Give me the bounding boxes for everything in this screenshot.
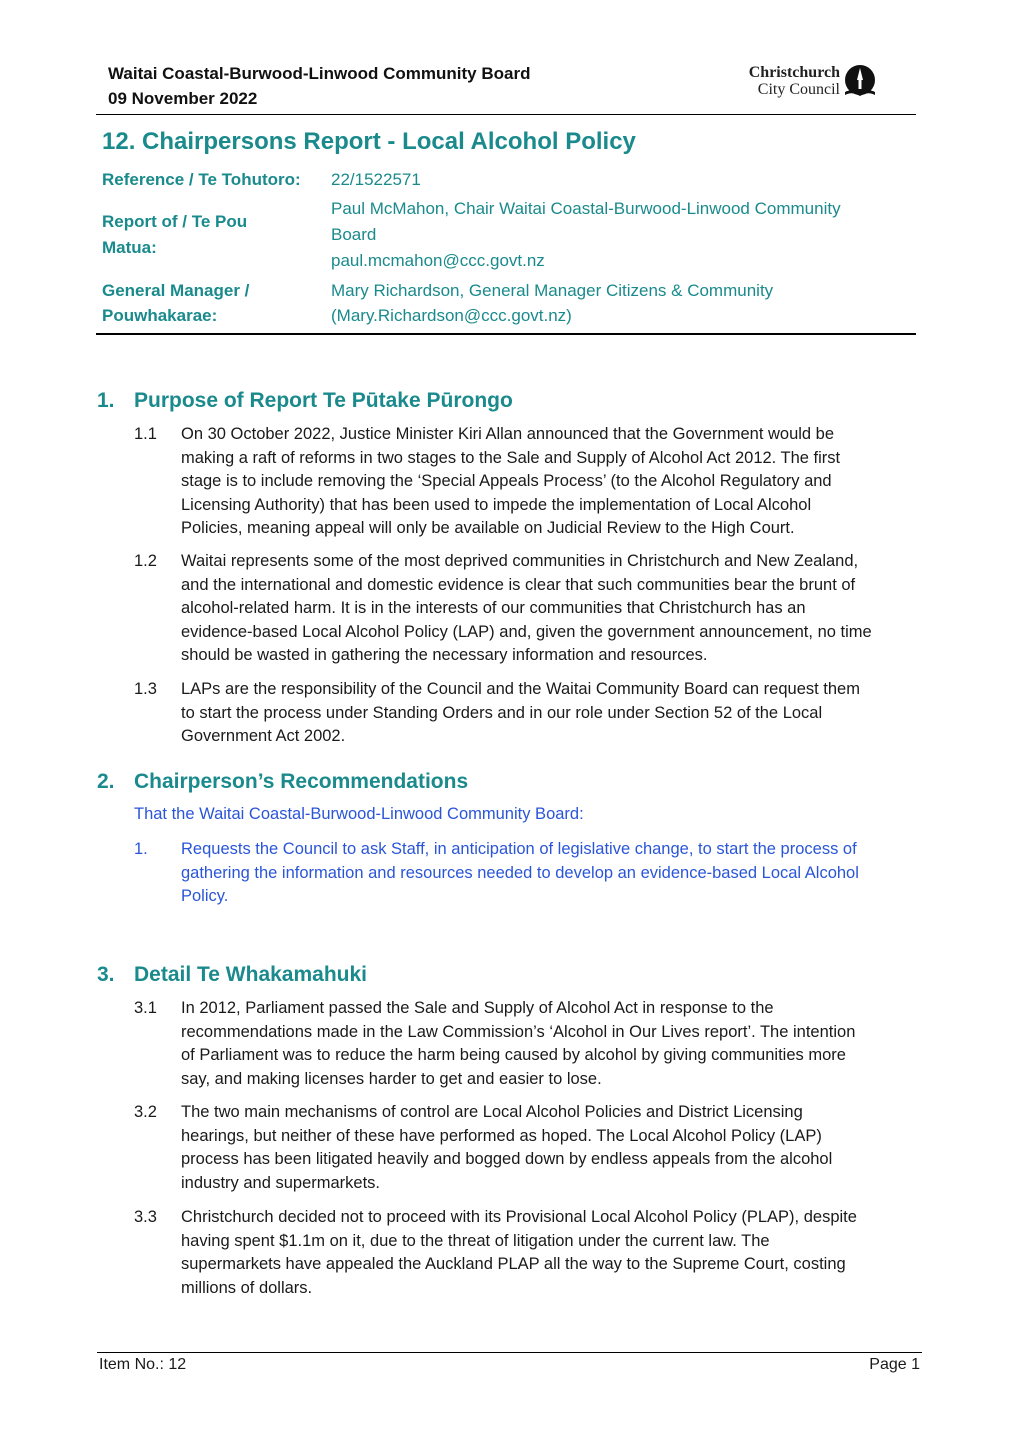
section-heading-detail [97, 963, 367, 987]
reference-value: 22/1522571 [331, 170, 421, 189]
report-of-value-line1: Paul McMahon, Chair Waitai Coastal-Burwood-Linwood Community [331, 199, 841, 218]
page-number: Page 1 [869, 1356, 920, 1373]
text-line: hearings, but neither of these have performed as hoped. The Local Alcohol Policy (LAP) [181, 1126, 822, 1145]
gm-value-line1: Mary Richardson, General Manager Citizens & Community [331, 281, 774, 300]
section-heading-recommendations [97, 770, 468, 794]
text-line: recommendations made in the Law Commission’s ‘Alcohol in Our Lives report’. The intention [181, 1022, 856, 1041]
text-line: Waitai represents some of the most deprived communities in Christchurch and New Zealand, [181, 552, 859, 570]
paragraph-number: 3.3 [134, 1208, 157, 1226]
text-line: gathering the information and resources needed to develop an evidence-based Local Alcohol [181, 863, 859, 882]
report-title: 12. Chairpersons Report - Local Alcohol Policy [102, 128, 636, 155]
text-line: making a raft of reforms in two stages to the Sale and Supply of Alcohol Act 2012. The first [181, 448, 841, 467]
section-title: Detail Te Whakamahuki [134, 963, 368, 986]
section-number: 3. [97, 963, 115, 986]
text-line: millions of dollars. [181, 1278, 313, 1297]
section-heading-purpose [97, 389, 513, 413]
section-title: Chairperson’s Recommendations [134, 770, 469, 793]
text-line: alcohol-related harm. It is in the interests of our communities that Christchurch has an [181, 599, 806, 618]
text-line: Licensing Authority) that has been used to impede the implementation of Local Alcohol [181, 495, 812, 514]
reference-label: Reference / Te Tohutoro: [102, 170, 301, 189]
text-line: evidence-based Local Alcohol Policy (LAP) and, given the government announcement, no time [181, 622, 872, 641]
paragraph-number: 1.2 [134, 552, 157, 570]
council-logo [738, 62, 898, 102]
paragraph-1-3 [134, 678, 919, 750]
section-number: 2. [97, 770, 115, 793]
text-line: Government Act 2002. [181, 727, 346, 746]
text-line: Policy. [181, 887, 229, 906]
paragraph-number: 3.2 [134, 1103, 157, 1121]
paragraph-text [181, 997, 921, 1091]
text-line: say, and making licenses harder to get and easier to lose. [181, 1069, 602, 1088]
text-line: should be wasted in gathering the necessary information and resources. [181, 646, 708, 665]
text-line: Policies, meaning appeal will only be available on Judicial Review to the High Court. [181, 519, 795, 538]
recommendation-intro: That the Waitai Coastal-Burwood-Linwood Community Board: [134, 805, 584, 823]
text-line: LAPs are the responsibility of the Council and the Waitai Community Board can request them [181, 680, 860, 698]
report-of-email: paul.mcmahon@ccc.govt.nz [331, 251, 545, 270]
cathedral-logo-icon [842, 64, 878, 100]
text-line: having spent $1.1m on it, due to the threat of litigation under the current law. The [181, 1231, 770, 1250]
text-line: Christchurch decided not to proceed with its Provisional Local Alcohol Policy (PLAP), despite [181, 1208, 857, 1226]
board-name: Waitai Coastal-Burwood-Linwood Community Board [108, 64, 531, 83]
paragraph-text [181, 1206, 921, 1300]
text-line: process has been litigated heavily and bogged down by endless appeals from the alcohol [181, 1150, 833, 1169]
section-title: Purpose of Report Te Pūtake Pūrongo [134, 389, 513, 412]
text-line: stage is to include removing the ‘Special Appeals Process’ (to the Alcohol Regulatory and [181, 472, 832, 491]
paragraph-text [181, 423, 921, 541]
paragraph-number: 1.3 [134, 680, 157, 698]
paragraph-3-1 [134, 997, 919, 1093]
item-number: Item No.: 12 [99, 1356, 187, 1373]
section-number: 1. [97, 389, 115, 412]
gm-label-line2: Pouwhakarae: [102, 306, 218, 325]
text-line: of Parliament was to reduce the harm being caused by alcohol by giving communities more [181, 1046, 846, 1065]
paragraph-1-2 [134, 550, 919, 670]
page-header [96, 60, 916, 115]
report-of-label-line1: Report of / Te Pou [102, 212, 248, 231]
paragraph-3-2 [134, 1101, 919, 1197]
paragraph-1-1 [134, 423, 919, 543]
text-line: and the international and domestic evidence is clear that such communities bear the brunt of [181, 575, 856, 594]
paragraph-text [181, 678, 921, 749]
paragraph-number: 1.1 [134, 425, 157, 443]
text-line: supermarkets have appealed the Auckland PLAP all the way to the Supreme Court, costing [181, 1255, 846, 1274]
report-of-label-line2: Matua: [102, 238, 157, 257]
logo-text-line2: City Council [757, 81, 840, 98]
logo-text-line1: Christchurch [748, 64, 840, 81]
text-line: Requests the Council to ask Staff, in anticipation of legislative change, to start the process of [181, 840, 857, 858]
gm-label-line1: General Manager / [102, 281, 250, 300]
meeting-date: 09 November 2022 [108, 89, 258, 108]
text-line: industry and supermarkets. [181, 1173, 381, 1192]
recommendation-text [181, 838, 921, 909]
text-line: to start the process under Standing Orders and in our role under Section 52 of the Local [181, 703, 823, 722]
text-line: The two main mechanisms of control are Local Alcohol Policies and District Licensing [181, 1103, 803, 1121]
page-footer [97, 1352, 922, 1377]
paragraph-text [181, 550, 921, 668]
recommendation-1 [134, 838, 919, 910]
report-of-value-line2: Board [331, 225, 377, 244]
recommendation-number: 1. [134, 840, 148, 858]
report-metadata [96, 166, 916, 335]
gm-email: (Mary.Richardson@ccc.govt.nz) [331, 306, 572, 325]
text-line: In 2012, Parliament passed the Sale and Supply of Alcohol Act in response to the [181, 999, 774, 1017]
paragraph-text [181, 1101, 921, 1195]
text-line: On 30 October 2022, Justice Minister Kiri Allan announced that the Government would be [181, 425, 835, 443]
paragraph-number: 3.1 [134, 999, 157, 1017]
paragraph-3-3 [134, 1206, 919, 1302]
